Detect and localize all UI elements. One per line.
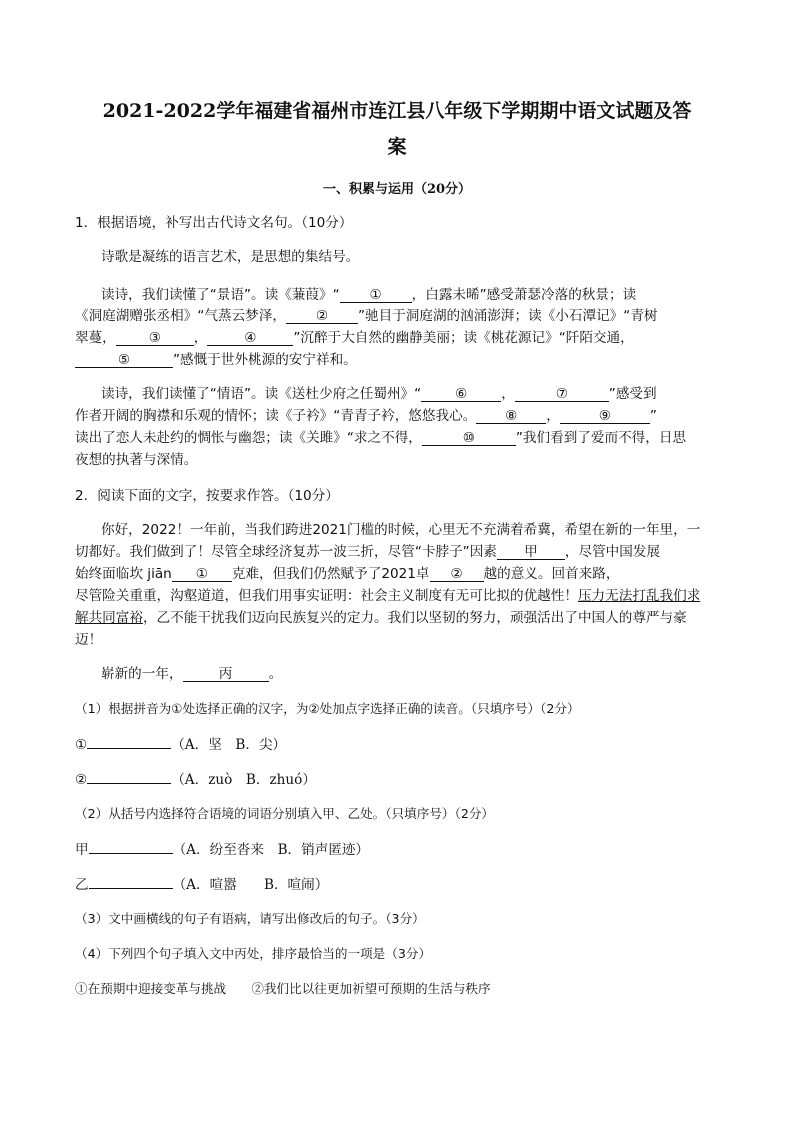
q2-passage-line2: 切都好。我们做到了！尽管全球经济复苏一波三折，尽管“卡脖子”因素 甲 ，尽管中国发展 <box>75 544 661 560</box>
blank-pinyin-2[interactable]: ② <box>430 567 484 582</box>
q2-passage-line4: 尽管险关重重，沟壑道道，但我们用事实证明：社会主义制度有无可比拟的优越性！压力无法打乱我们求 <box>75 588 701 604</box>
q2-sub1: （1）根据拼音为①处选择正确的汉字，为②处加点字选择正确的读音。（只填序号）（2分） <box>75 701 580 716</box>
document-title-line2: 案 <box>387 136 407 158</box>
q2-passage-line6: 迈！ <box>75 632 103 648</box>
q2-sub2: （2）从括号内选择符合语境的词语分别填入甲、乙处。（只填序号）（2分） <box>75 806 495 821</box>
blank-1[interactable]: ① <box>340 288 412 303</box>
blank-3[interactable]: ③ <box>116 331 194 346</box>
blank-6[interactable]: ⑥ <box>421 387 501 402</box>
q1-intro: 诗歌是凝练的语言艺术，是思想的集结号。 <box>101 249 360 265</box>
q2-sub2-answer-yi: 乙 （A．喧嚣 B．喧闹） <box>75 877 329 893</box>
q2-passage-line3: 始终面临坎 jiān ① 克难，但我们仍然赋予了2021卓 ② 越的意义。回首来路， <box>75 566 620 582</box>
answer-field-jia[interactable] <box>89 853 173 854</box>
blank-8[interactable]: ⑧ <box>476 409 546 424</box>
q1-stem: 1．根据语境，补写出古代诗文名句。（10分） <box>75 215 353 231</box>
underlined-sentence-part2: 解共同富裕 <box>75 610 143 626</box>
q1-p2-line1: 读诗，我们读懂了“情语”。读《送杜少府之任蜀州》“ ⑥ ， ⑦ ”感受到 <box>101 386 657 402</box>
q2-sub1-answer-a: ① （A．坚 B．尖） <box>75 737 287 753</box>
blank-jia[interactable]: 甲 <box>497 545 565 560</box>
q1-p2-line2: 作者开阔的胸襟和乐观的情怀；读《子衿》“青青子衿，悠悠我心。 ⑧ ， ⑨ ” <box>75 408 657 424</box>
q1-p1-line1: 读诗，我们读懂了“景语”。读《蒹葭》“ ① ，白露未晞”感受萧瑟冷落的秋景；读 <box>101 287 637 303</box>
blank-7[interactable]: ⑦ <box>515 387 609 402</box>
blank-9[interactable]: ⑨ <box>560 409 650 424</box>
q2-sub1-answer-b: ② （A．zuò B．zhuó） <box>75 772 316 788</box>
blank-4[interactable]: ④ <box>207 331 293 346</box>
q2-sub4: （4）下列四个句子填入文中丙处，排序最恰当的一项是（3分） <box>75 946 432 961</box>
q2-passage-line5: 解共同富裕，乙不能干扰我们迈向民族复兴的定力。我们以坚韧的努力，顽强活出了中国人的尊严与豪 <box>75 610 687 626</box>
q2-passage-line7: 崭新的一年， 丙 。 <box>101 666 283 682</box>
q1-p2-line3: 读出了恋人未赴约的惆怅与幽怨；读《关雎》“求之不得， ⑩ ”我们看到了爱而不得，日思 <box>75 430 687 446</box>
blank-10[interactable]: ⑩ <box>422 431 516 446</box>
answer-field-yi[interactable] <box>89 888 173 889</box>
underlined-sentence-part1: 压力无法打乱我们求 <box>577 588 701 604</box>
q2-stem: 2．阅读下面的文字，按要求作答。（10分） <box>75 488 339 504</box>
q1-p1-line2: 《洞庭湖赠张丞相》“气蒸云梦泽， ② ”驰目于洞庭湖的汹涌澎湃；读《小石潭记》“青树 <box>75 308 658 324</box>
blank-pinyin-1[interactable]: ① <box>172 567 232 582</box>
q2-sentence-options: ①在预期中迎接变革与挑战 ②我们比以往更加祈望可预期的生活与秩序 <box>75 981 491 996</box>
document-title-line1: 2021-2022学年福建省福州市连江县八年级下学期期中语文试题及答 <box>102 100 692 122</box>
q1-p1-line4: ⑤ ”感慨于世外桃源的安宁祥和。 <box>75 348 357 368</box>
q1-p1-line3: 翠蔓， ③ ， ④ ”沉醉于大自然的幽静美丽；读《桃花源记》“阡陌交通， <box>75 330 634 346</box>
blank-5[interactable]: ⑤ <box>75 353 173 368</box>
answer-field-1[interactable] <box>87 748 171 749</box>
q1-p2-line4: 夜想的执著与深情。 <box>75 452 198 468</box>
answer-field-2[interactable] <box>87 783 171 784</box>
q2-sub2-answer-jia: 甲 （A．纷至沓来 B．销声匿迹） <box>75 842 370 858</box>
q2-sub3: （3）文中画横线的句子有语病，请写出修改后的句子。（3分） <box>75 911 425 926</box>
blank-2[interactable]: ② <box>286 309 358 324</box>
blank-bing[interactable]: 丙 <box>183 667 269 682</box>
q2-passage-line1: 你好，2022！一年前，当我们跨进2021门槛的时候，心里无不充满着希冀，希望在新的一年里，一 <box>101 522 701 538</box>
section-heading: 一、积累与运用（20分） <box>322 182 472 197</box>
